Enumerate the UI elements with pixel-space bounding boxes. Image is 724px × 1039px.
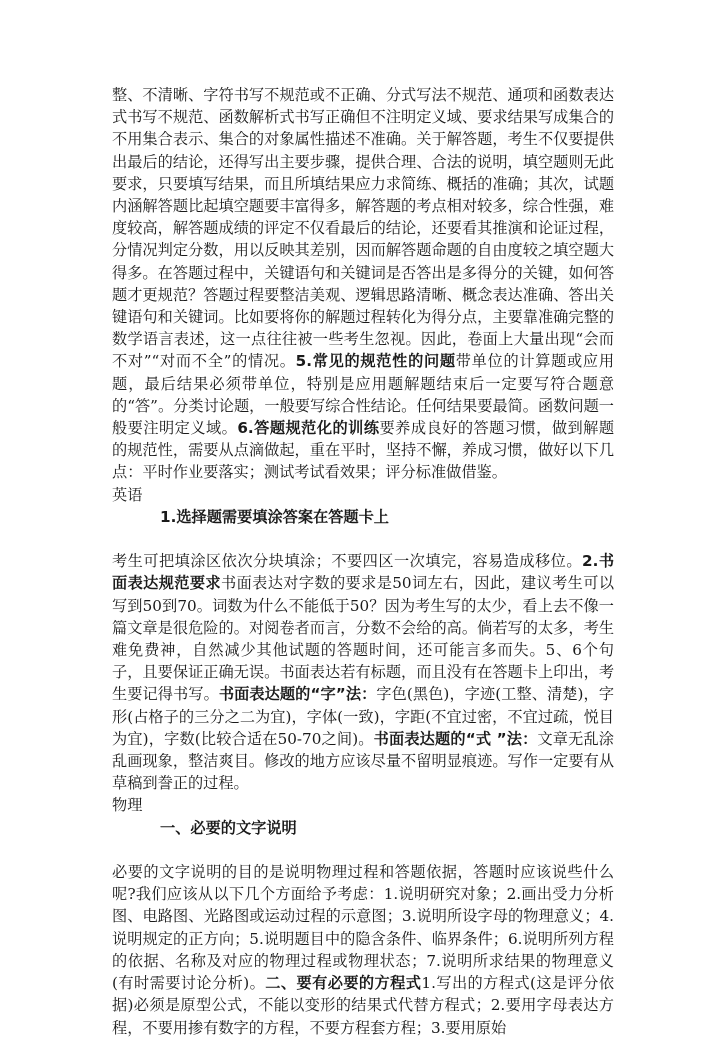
physics-text-1: 必要的文字说明的目的是说明物理过程和答题依据，答题时应该说些什么呢?我们应该从以下几个方面给予考虑：1.说明研究对象；2.画出受力分析图、电路图、光路图或运动过程的示意图；3.说明所设字母的物理意义；4.说明规定的正方向；5.说明题目中的隐含条件、临界条件；6.说明所列方程的依据、名称及对应的物理过程或物理状态；7.说明所求结果的物理意义(有时需要讨论分析)。 <box>112 863 614 993</box>
english-text-1: 考生可把填涂区依次分块填涂；不要四区一次填完，容易造成移位。 <box>112 552 582 571</box>
physics-subject-label: 物理 <box>112 796 143 815</box>
physics-section-2-title: 二、要有必要的方程式 <box>265 974 422 993</box>
math-text-1: 整、不清晰、字符书写不规范或不正确、分式写法不规范、通项和函数表达式书写不规范、函数解析式书写正确但不注明定义域、要求结果写成集合的不用集合表示、集合的对象属性描述不准确。关于解答题，考生不仅要提供出最后的结论，还得写出主要步骤，提供合理、合法的说明，填空题则无此要求，只要填写结果，而且所填结果应力求简练、概括的准确；其次，试题内涵解答题比起填空题要丰富得多，解答题的考点相对较多，综合性强，难度较高，解答题成绩的评定不仅看最后的结论，还要看其推演和论证过程，分情况判定分数，用以反映其差别，因而解答题命题的自由度较之填空题大得多。在答题过程中，关键语句和关键词是否答出是多得分的关键，如何答题才更规范？答题过程要整洁美观、逻辑思路清晰、概念表达准确、答出关键语句和关键词。比如要将你的解题过程转化为得分点，主要靠准确完整的数学语言表述，这一点往往被一些考生忽视。因此，卷面上大量出现“会而不对”“对而不全”的情况。 <box>112 86 614 371</box>
blank-line <box>112 839 614 861</box>
english-section-2-text: 书面表达对字数的要求是50词左右，因此，建议考生可以写到50到70。词数为什么不能低于50？因为考生写的太少，看上去不像一篇文章是很危险的。对阅卷者而言，分数不会给的高。倘若写的太多，考生难免费神，自然减少其他试题的答题时间，还可能言多而失。5、6个句子，且要保证正确无误。书面表达若有标题，而且没有在答题卡上印出，考生要记得书写。 <box>112 574 615 704</box>
physics-section-2-text: 1.写出的方程式(这是评分依据)必须是原型公式，不能以变形的结果式代替方程式；2.要用字母表达方程，不要用掺有数字的方程，不要方程套方程；3.要用原始 <box>112 974 615 1037</box>
english-subject-label: 英语 <box>112 485 143 504</box>
english-section-4-text: 文章无乱涂乱画现象，整洁爽目。修改的地方应该尽量不留明显痕迹。写作一定要有从草稿到誊正的过程。 <box>112 729 614 793</box>
math-paragraph <box>112 84 614 484</box>
english-section-3-title: 书面表达题的“字”法： <box>218 685 377 704</box>
math-section-6-text: 要养成良好的答题习惯，做到解题的规范性，需要从点滴做起，重在平时，坚持不懈，养成习惯，做好以下几点：平时作业要落实；测试考试看效果；评分标准做借鉴。 <box>112 419 615 482</box>
english-heading: 1.选择题需要填涂答案在答题卡上 <box>160 507 389 526</box>
math-section-6-title: 6.答题规范化的训练 <box>237 419 380 438</box>
english-section-2-title: 2.书面表达规范要求 <box>112 552 615 593</box>
physics-paragraph <box>112 861 614 1039</box>
blank-line <box>112 528 614 550</box>
english-paragraph <box>112 550 614 794</box>
physics-heading: 一、必要的文字说明 <box>160 818 297 837</box>
english-section-3-text: 字色(黑色)，字迹(工整、清楚)，字形(占格子的三分之二为宜)，字体(一致)，字距(不宜过密，不宜过疏，悦目为宜)，字数(比较合适在50-70之间)。 <box>112 685 615 748</box>
math-section-5-title: 5.常见的规范性的问题 <box>295 352 456 371</box>
english-section-4-title: 书面表达题的“式 ”法： <box>373 729 538 748</box>
document-page <box>112 84 614 1039</box>
math-section-5-text: 带单位的计算题或应用题，最后结果必须带单位，特别是应用题解题结束后一定要写符合题意的“答”。分类讨论题，一般要写综合性结论。任何结果要最简。函数问题一般要注明定义域。 <box>112 352 615 438</box>
